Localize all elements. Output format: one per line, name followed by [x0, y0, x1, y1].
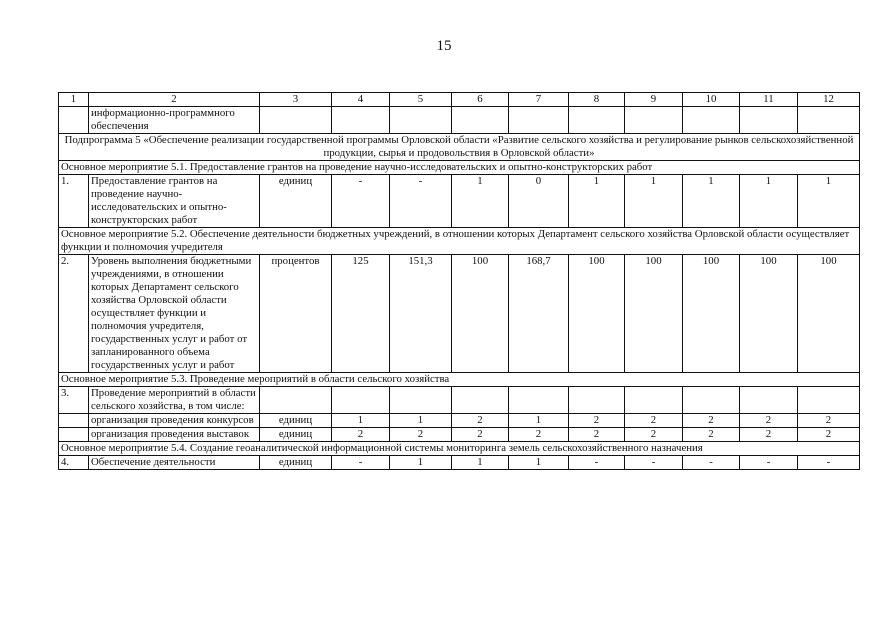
- table-row: [59, 175, 860, 228]
- value-cell: 100: [569, 255, 625, 373]
- value-cell: [625, 387, 683, 414]
- value-cell: [452, 387, 509, 414]
- value-cell: [390, 387, 452, 414]
- value-cell: -: [740, 456, 798, 470]
- unit-cell: процентов: [260, 255, 332, 373]
- value-cell: -: [390, 175, 452, 228]
- value-cell: 2: [798, 428, 860, 442]
- indicator-name: Предоставление грантов на проведение научно-исследовательских и опытно-конструкторских работ: [89, 175, 260, 228]
- section-title: Основное мероприятие 5.4. Создание геоаналитической информационной системы мониторинга земель сельскохозяйственного назначения: [59, 442, 860, 456]
- col-header: 12: [798, 93, 860, 107]
- col-header: 7: [509, 93, 569, 107]
- value-cell: 1: [452, 456, 509, 470]
- value-cell: [569, 107, 625, 134]
- value-cell: 1: [569, 175, 625, 228]
- col-header: 11: [740, 93, 798, 107]
- row-number: [59, 414, 89, 428]
- value-cell: 2: [625, 414, 683, 428]
- table-row: [59, 414, 860, 428]
- value-cell: 168,7: [509, 255, 569, 373]
- row-number: [59, 107, 89, 134]
- value-cell: 100: [452, 255, 509, 373]
- section-row: [59, 442, 860, 456]
- value-cell: [740, 387, 798, 414]
- value-cell: 125: [332, 255, 390, 373]
- value-cell: 1: [509, 456, 569, 470]
- row-number: 1.: [59, 175, 89, 228]
- indicator-name: Проведение мероприятий в области сельского хозяйства, в том числе:: [89, 387, 260, 414]
- table-row: [59, 387, 860, 414]
- indicator-name: Уровень выполнения бюджетными учреждениями, в отношении которых Департамент сельского хозяйства Орловской области осуществляет функции и полномочия учредителя, государственных услуг и работ от запланированного объема государственных услуг и работ: [89, 255, 260, 373]
- value-cell: [332, 387, 390, 414]
- row-number: [59, 428, 89, 442]
- unit-cell: единиц: [260, 175, 332, 228]
- section-row: [59, 161, 860, 175]
- col-header: 4: [332, 93, 390, 107]
- value-cell: 2: [798, 414, 860, 428]
- row-number: 2.: [59, 255, 89, 373]
- indicator-name: Обеспечение деятельности: [89, 456, 260, 470]
- value-cell: 2: [683, 428, 740, 442]
- value-cell: [740, 107, 798, 134]
- value-cell: [683, 387, 740, 414]
- indicator-name: организация проведения конкурсов: [89, 414, 260, 428]
- value-cell: 151,3: [390, 255, 452, 373]
- value-cell: [798, 387, 860, 414]
- col-header: 8: [569, 93, 625, 107]
- section-row: [59, 373, 860, 387]
- col-header: 3: [260, 93, 332, 107]
- indicators-table: [58, 92, 860, 470]
- value-cell: 1: [625, 175, 683, 228]
- row-number: 4.: [59, 456, 89, 470]
- table-row: [59, 428, 860, 442]
- unit-cell: [260, 107, 332, 134]
- unit-cell: [260, 387, 332, 414]
- value-cell: 2: [390, 428, 452, 442]
- value-cell: 2: [683, 414, 740, 428]
- value-cell: 100: [683, 255, 740, 373]
- value-cell: 1: [390, 414, 452, 428]
- value-cell: [332, 107, 390, 134]
- value-cell: 1: [332, 414, 390, 428]
- value-cell: [452, 107, 509, 134]
- table-row: [59, 255, 860, 373]
- col-header: 2: [89, 93, 260, 107]
- value-cell: 0: [509, 175, 569, 228]
- indicator-name: информационно-программного обеспечения: [89, 107, 260, 134]
- value-cell: -: [569, 456, 625, 470]
- value-cell: -: [625, 456, 683, 470]
- value-cell: 1: [683, 175, 740, 228]
- value-cell: [569, 387, 625, 414]
- col-header: 10: [683, 93, 740, 107]
- value-cell: 2: [569, 414, 625, 428]
- value-cell: 2: [452, 414, 509, 428]
- value-cell: -: [332, 175, 390, 228]
- section-title: Основное мероприятие 5.1. Предоставление грантов на проведение научно-исследовательских и опытно-конструкторских работ: [59, 161, 860, 175]
- col-header: 6: [452, 93, 509, 107]
- value-cell: 1: [798, 175, 860, 228]
- subprogram-row: [59, 134, 860, 161]
- col-header: 5: [390, 93, 452, 107]
- value-cell: [683, 107, 740, 134]
- col-header: 9: [625, 93, 683, 107]
- row-number: 3.: [59, 387, 89, 414]
- value-cell: [390, 107, 452, 134]
- table-row: [59, 456, 860, 470]
- value-cell: 1: [509, 414, 569, 428]
- value-cell: -: [798, 456, 860, 470]
- unit-cell: единиц: [260, 456, 332, 470]
- value-cell: 100: [798, 255, 860, 373]
- page-number: 15: [436, 38, 452, 54]
- value-cell: 2: [332, 428, 390, 442]
- value-cell: [509, 107, 569, 134]
- value-cell: [509, 387, 569, 414]
- section-title: Основное мероприятие 5.2. Обеспечение деятельности бюджетных учреждений, в отношении которых Департамент сельского хозяйства Орловской области осуществляет функции и полномочия учредителя: [59, 228, 860, 255]
- unit-cell: единиц: [260, 414, 332, 428]
- value-cell: 2: [740, 428, 798, 442]
- value-cell: 2: [740, 414, 798, 428]
- value-cell: 2: [452, 428, 509, 442]
- table-row: [59, 107, 860, 134]
- value-cell: -: [332, 456, 390, 470]
- value-cell: 2: [625, 428, 683, 442]
- col-header: 1: [59, 93, 89, 107]
- section-row: [59, 228, 860, 255]
- subprogram-title: Подпрограмма 5 «Обеспечение реализации государственной программы Орловской области «Развитие сельского хозяйства и регулирование рынков сельскохозяйственной продукции, сырья и продовольствия в Орловской области»: [59, 134, 860, 161]
- value-cell: [798, 107, 860, 134]
- value-cell: 2: [509, 428, 569, 442]
- value-cell: [625, 107, 683, 134]
- value-cell: 100: [740, 255, 798, 373]
- unit-cell: единиц: [260, 428, 332, 442]
- value-cell: -: [683, 456, 740, 470]
- section-title: Основное мероприятие 5.3. Проведение мероприятий в области сельского хозяйства: [59, 373, 860, 387]
- value-cell: 100: [625, 255, 683, 373]
- header-row: [59, 93, 860, 107]
- indicator-name: организация проведения выставок: [89, 428, 260, 442]
- value-cell: 2: [569, 428, 625, 442]
- value-cell: 1: [452, 175, 509, 228]
- value-cell: 1: [740, 175, 798, 228]
- value-cell: 1: [390, 456, 452, 470]
